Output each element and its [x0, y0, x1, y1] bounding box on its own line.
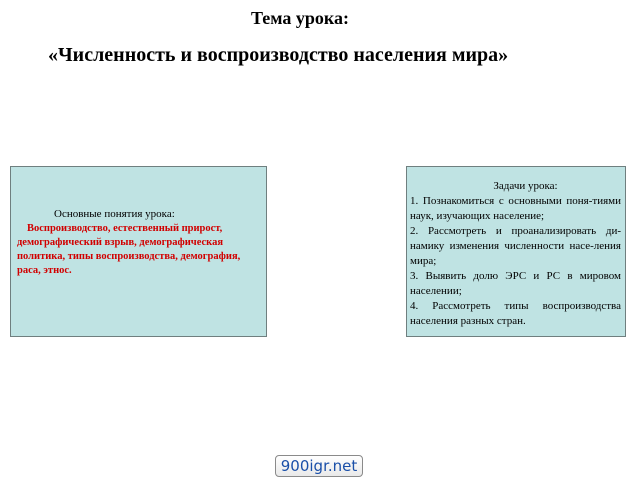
concepts-box: [10, 166, 267, 337]
topic-label: [0, 8, 600, 29]
tasks-box: [406, 166, 626, 337]
task-item: 1. Познакомиться с основными поня-тиями наук, изучающих население;: [410, 195, 621, 222]
tasks-heading: Задачи урока:: [493, 180, 558, 192]
topic-title: «Численность и воспроизводство населения мира»: [48, 44, 509, 66]
watermark-link[interactable]: 900igr.net: [275, 455, 363, 477]
topic-label-text: Тема урока:: [250, 8, 350, 28]
concepts-heading: Основные понятия урока:: [54, 208, 175, 220]
concepts-text: Воспроизводство, естественный прирост, демографический взрыв, демографическая политика, типы воспроизводства, демография, раса, этнос.: [17, 223, 241, 276]
task-item: 4. Рассмотреть типы воспроизводства населения разных стран.: [410, 300, 621, 327]
task-item: 3. Выявить долю ЭРС и РС в мировом населении;: [410, 270, 621, 297]
task-item: 2. Рассмотреть и проанализировать ди- намику изменения численности насе-ления мира;: [410, 225, 621, 267]
